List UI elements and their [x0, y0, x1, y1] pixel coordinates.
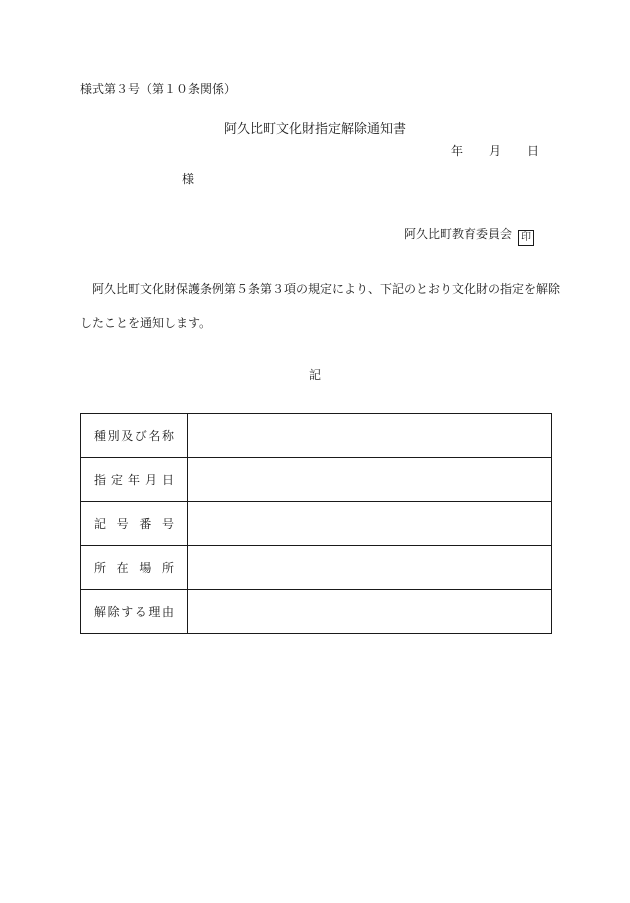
seal-mark: 印	[518, 230, 534, 246]
label-char: 別	[107, 429, 120, 443]
label-char: 指	[94, 473, 107, 487]
label-char: び	[134, 429, 147, 443]
document-title: 阿久比町文化財指定解除通知書	[223, 122, 406, 137]
label-char: 解	[94, 605, 107, 619]
row-label	[94, 471, 174, 488]
label-char: る	[134, 605, 147, 619]
row-label	[94, 559, 174, 576]
label-char: 在	[116, 561, 129, 575]
day-label: 日	[527, 144, 540, 158]
row-label-cell	[81, 546, 188, 590]
row-label-cell	[81, 590, 188, 634]
recipient-suffix: 様	[182, 172, 195, 186]
label-char: 年	[127, 473, 140, 487]
label-char: 号	[161, 517, 174, 531]
table-row	[81, 414, 552, 458]
row-label-cell	[81, 502, 188, 546]
label-char: 称	[161, 429, 174, 443]
details-table	[80, 413, 552, 634]
row-value-cell	[188, 546, 552, 590]
row-value-cell	[188, 458, 552, 502]
table-row	[81, 546, 552, 590]
row-value-cell	[188, 414, 552, 458]
table-row	[81, 590, 552, 634]
body-text-line-2: したことを通知します。	[80, 316, 212, 330]
table-row	[81, 458, 552, 502]
row-value-cell	[188, 502, 552, 546]
year-label: 年	[451, 144, 464, 158]
label-char: 番	[139, 517, 152, 531]
label-char: 理	[148, 605, 161, 619]
issuer	[404, 225, 534, 246]
label-char: 及	[121, 429, 134, 443]
label-char: 記	[94, 517, 107, 531]
label-char: 所	[94, 561, 107, 575]
ki-heading: 記	[308, 368, 321, 382]
issuer-name: 阿久比町教育委員会	[404, 227, 513, 241]
date-line	[451, 142, 539, 159]
label-char: 定	[110, 473, 123, 487]
label-char: 日	[161, 473, 174, 487]
month-label: 月	[489, 144, 502, 158]
label-char: 月	[144, 473, 157, 487]
label-char: 名	[148, 429, 161, 443]
label-char: す	[121, 605, 134, 619]
label-char: 所	[161, 561, 174, 575]
label-char: 由	[161, 605, 174, 619]
label-char: 号	[116, 517, 129, 531]
label-char: 場	[139, 561, 152, 575]
label-char: 種	[94, 429, 107, 443]
row-label-cell	[81, 458, 188, 502]
body-text-line-1: 阿久比町文化財保護条例第５条第３項の規定により、下記のとおり文化財の指定を解除	[92, 282, 561, 296]
row-value-cell	[188, 590, 552, 634]
row-label	[94, 603, 174, 620]
row-label	[94, 515, 174, 532]
row-label	[94, 427, 174, 444]
table-row	[81, 502, 552, 546]
label-char: 除	[107, 605, 120, 619]
form-number: 様式第３号（第１０条関係）	[80, 82, 237, 96]
row-label-cell	[81, 414, 188, 458]
